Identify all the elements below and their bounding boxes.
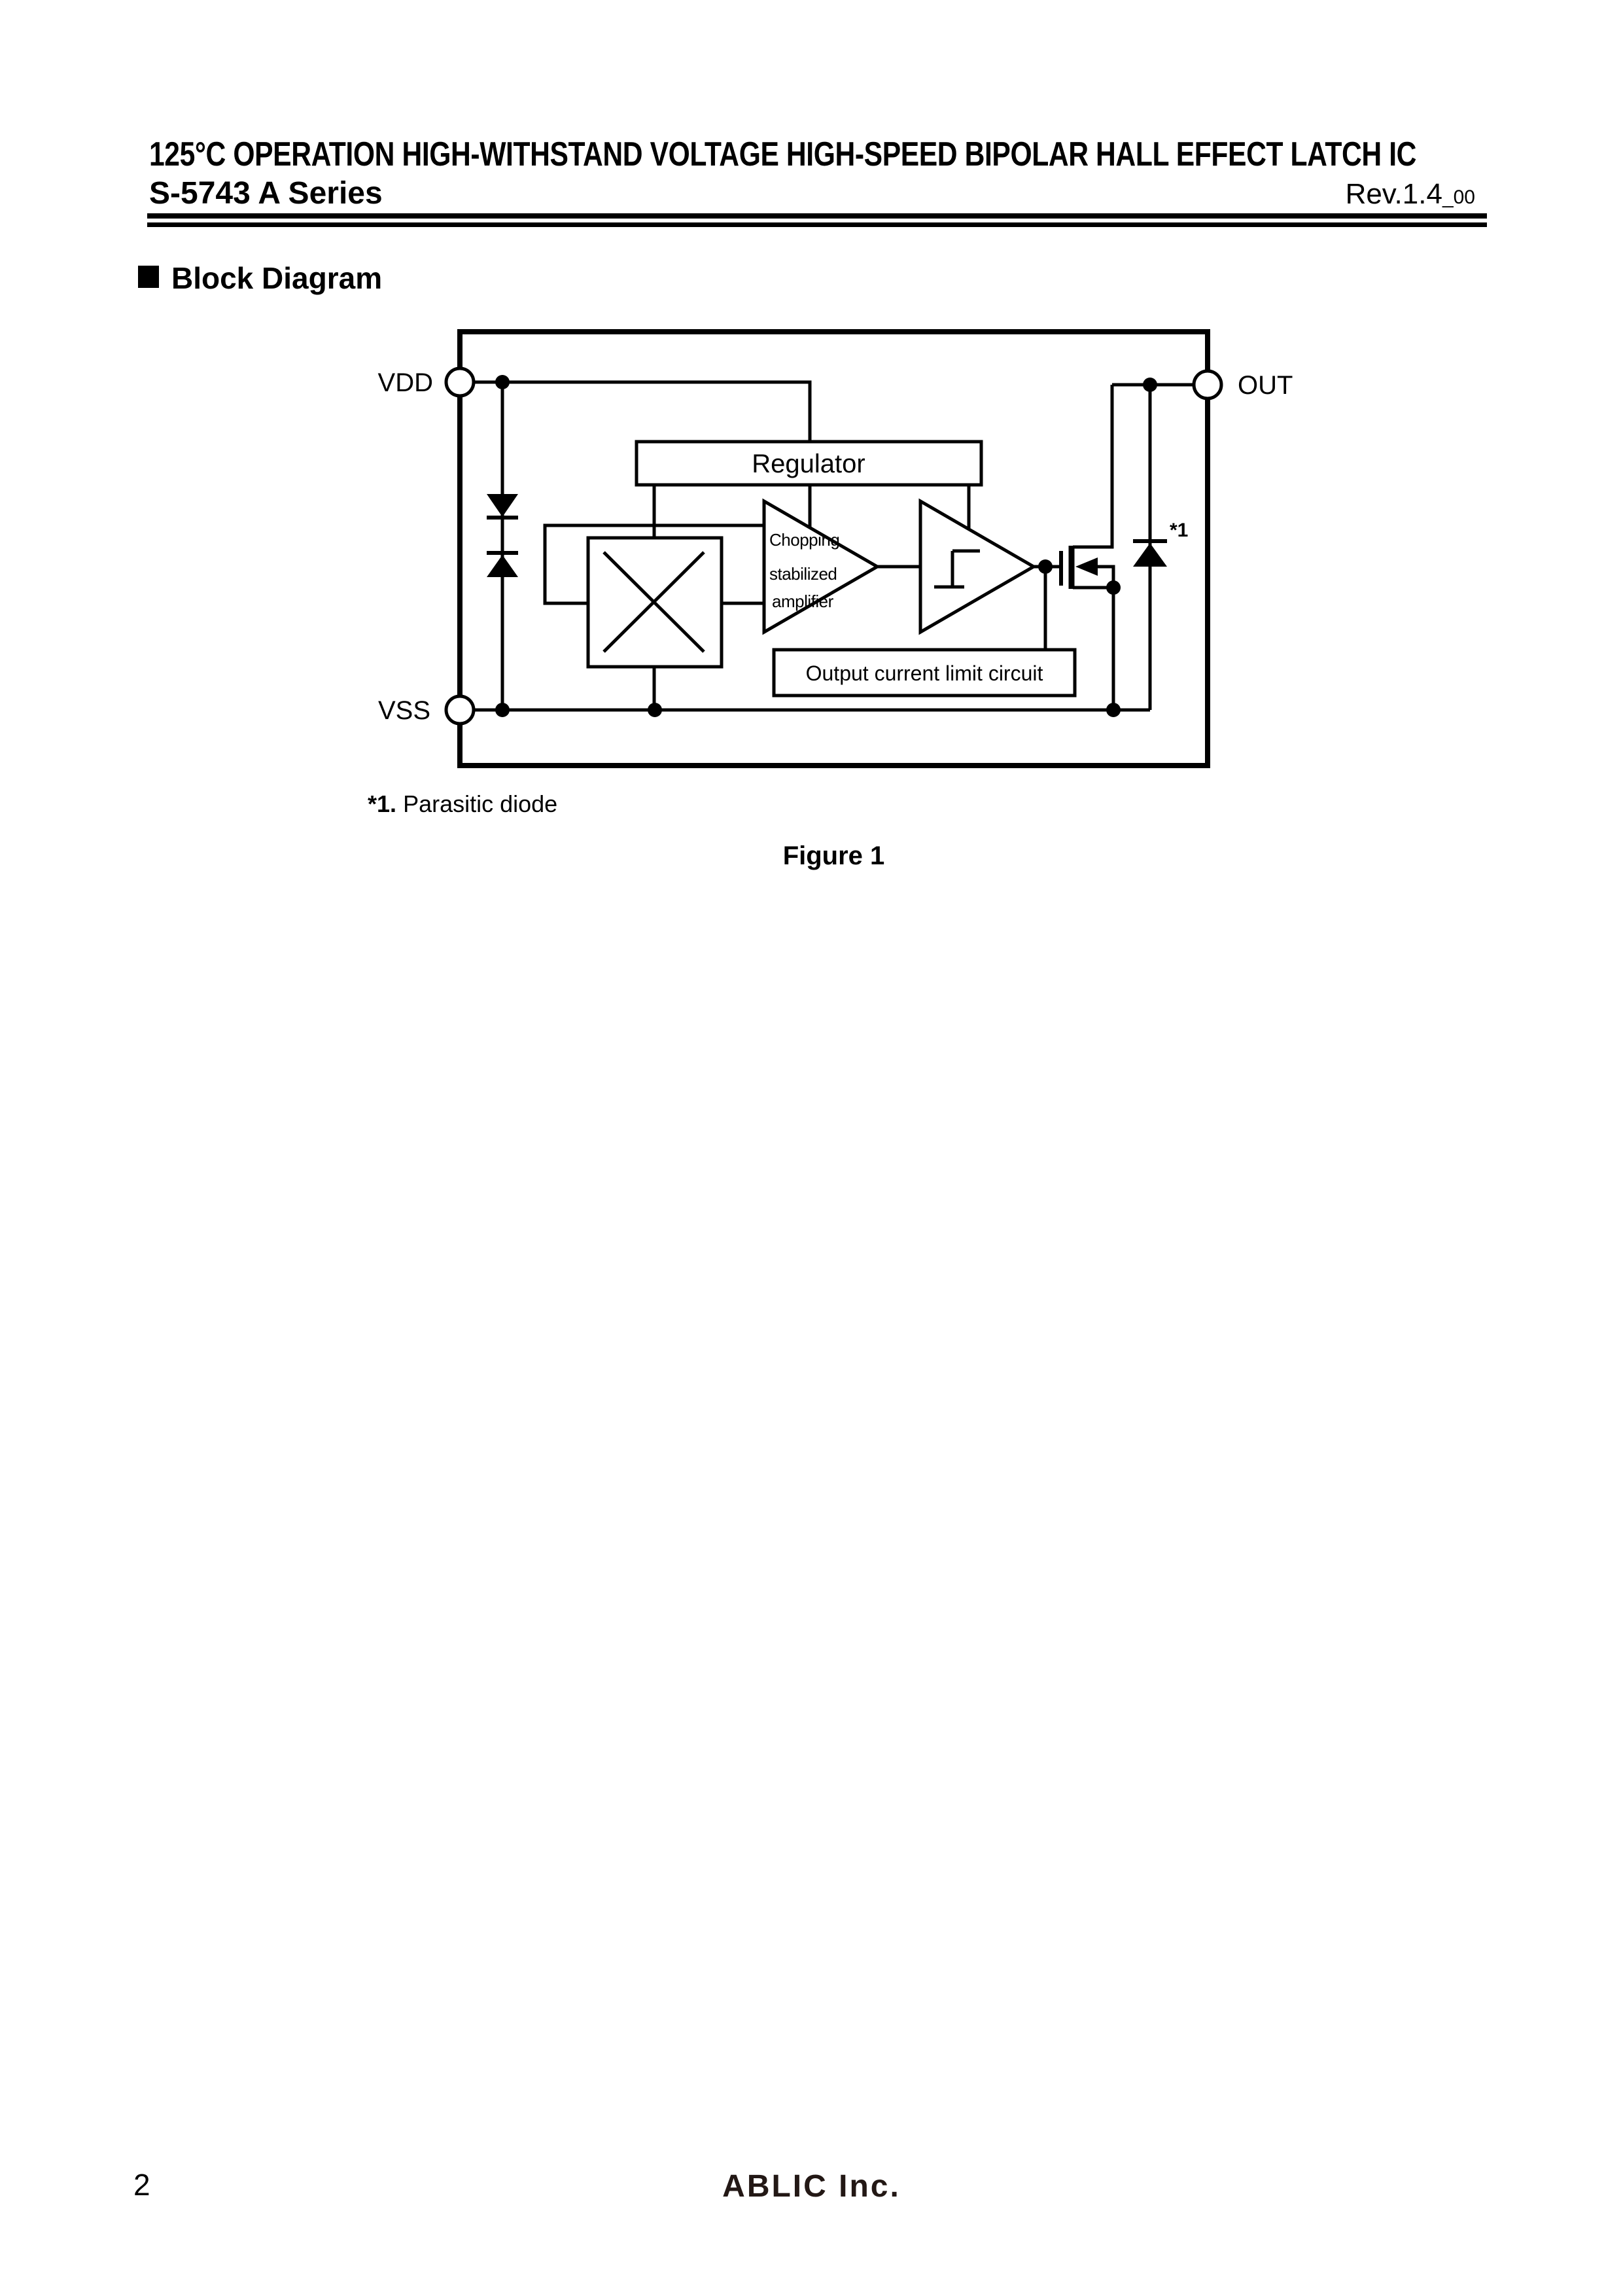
hall-element bbox=[588, 538, 722, 667]
revision-number: Rev.1.4 bbox=[1345, 178, 1442, 210]
amplifier-label-line3: amplifier bbox=[772, 592, 833, 611]
wire-source-to-vss bbox=[1073, 588, 1113, 710]
footnote-text: Parasitic diode bbox=[403, 790, 558, 817]
series-name: S-5743 A Series bbox=[149, 176, 383, 211]
vdd-terminal bbox=[446, 368, 474, 396]
wire-drain-to-out bbox=[1073, 385, 1112, 547]
section-heading: Block Diagram bbox=[171, 261, 383, 295]
figure-caption: Figure 1 bbox=[782, 841, 885, 870]
vss-label: VSS bbox=[377, 696, 430, 725]
page-title: 125°C OPERATION HIGH-WITHSTAND VOLTAGE HIGH-SPEED BIPOLAR HALL EFFECT LATCH IC bbox=[149, 135, 1417, 173]
limit-circuit-label: Output current limit circuit bbox=[805, 662, 1043, 685]
vdd-label: VDD bbox=[377, 368, 433, 397]
output-mosfet bbox=[1061, 546, 1098, 589]
esd-diode-up bbox=[487, 551, 518, 577]
footnote bbox=[368, 790, 557, 818]
vss-terminal bbox=[446, 696, 474, 724]
block-diagram bbox=[0, 0, 1623, 916]
parasitic-diode bbox=[1133, 539, 1167, 567]
page-number: 2 bbox=[133, 2168, 150, 2202]
footnote-ref: *1. bbox=[368, 790, 397, 817]
parasitic-diode-ref-label: *1 bbox=[1170, 520, 1189, 541]
comparator-triangle bbox=[920, 501, 1034, 632]
esd-diode-down bbox=[487, 494, 518, 520]
regulator-label: Regulator bbox=[752, 450, 865, 478]
revision-suffix: _00 bbox=[1442, 186, 1475, 208]
out-label: OUT bbox=[1238, 371, 1293, 400]
amplifier-label-line1: Chopping bbox=[769, 530, 840, 550]
amplifier-label-line2: stabilized bbox=[769, 564, 837, 584]
out-terminal bbox=[1194, 371, 1221, 398]
company-logo: ABLIC Inc. bbox=[722, 2169, 901, 2204]
wire-vdd-to-regulator bbox=[474, 382, 810, 442]
